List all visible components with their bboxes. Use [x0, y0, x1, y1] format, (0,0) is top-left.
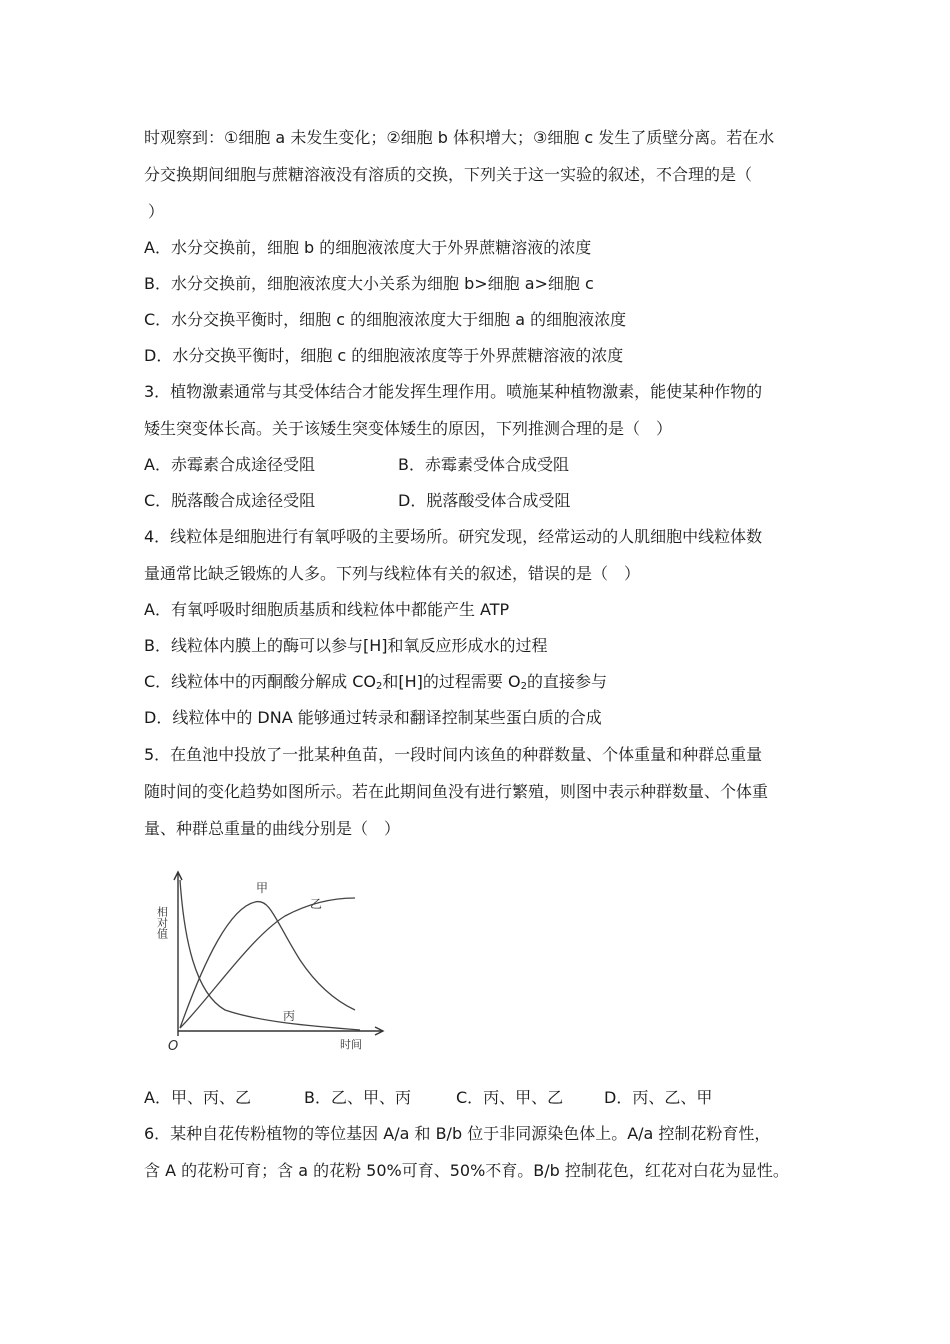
q3-option-c: C．脱落酸合成途径受阻 [144, 491, 316, 510]
q3-stem-line1: 3．植物激素通常与其受体结合才能发挥生理作用。喷施某种植物激素，能使某种作物的 [144, 382, 763, 401]
q3-stem-line2: 矮生突变体长高。关于该矮生突变体矮生的原因，下列推测合理的是（ ） [144, 419, 673, 438]
q5-stem-line3: 量、种群总重量的曲线分别是（ ） [144, 819, 401, 838]
curve-bing-label: 丙 [283, 1009, 296, 1023]
q4-option-c-part3: 的直接参与 [526, 672, 607, 691]
q2-stem-line3: ） [148, 202, 165, 221]
q3-option-a: A．赤霉素合成途径受阻 [144, 455, 315, 474]
x-axis-label: 时间 [340, 1038, 362, 1051]
curve-jia [180, 902, 355, 1028]
y-axis-label: 相对值 [155, 906, 169, 939]
q4-option-c-part1: C．线粒体中的丙酮酸分解成 CO [144, 672, 377, 691]
q2-option-d: D．水分交换平衡时，细胞 c 的细胞液浓度等于外界蔗糖溶液的浓度 [144, 346, 624, 365]
q4-option-c-sub1: 2 [376, 681, 383, 692]
q3-option-d: D．脱落酸受体合成受阻 [398, 491, 571, 510]
q2-option-b: B．水分交换前，细胞液浓度大小关系为细胞 b>细胞 a>细胞 c [144, 274, 594, 293]
q4-stem-line1: 4．线粒体是细胞进行有氧呼吸的主要场所。研究发现，经常运动的人肌细胞中线粒体数 [144, 527, 763, 546]
q5-option-a: A．甲、丙、乙 [144, 1088, 251, 1107]
q3-option-b: B．赤霉素受体合成受阻 [398, 455, 569, 474]
curve-jia-label: 甲 [256, 881, 269, 895]
curve-yi-label: 乙 [310, 897, 323, 911]
q4-option-c [144, 672, 607, 692]
q4-option-c-part2: 和[H]的过程需要 O [382, 672, 521, 691]
q4-stem-line2: 量通常比缺乏锻炼的人多。下列与线粒体有关的叙述，错误的是（ ） [144, 564, 641, 583]
q4-option-c-sub2: 2 [520, 681, 527, 692]
q6-stem-line2: 含 A 的花粉可育；含 a 的花粉 50%可育、50%不育。B/b 控制花色，红花对白花为显性。 [144, 1161, 789, 1180]
q4-option-b: B．线粒体内膜上的酶可以参与[H]和氧反应形成水的过程 [144, 636, 548, 655]
q5-stem-line1: 5．在鱼池中投放了一批某种鱼苗，一段时间内该鱼的种群数量、个体重量和种群总重量 [144, 745, 763, 764]
q4-option-d: D．线粒体中的 DNA 能够通过转录和翻译控制某些蛋白质的合成 [144, 708, 602, 727]
q5-figure [150, 868, 390, 1058]
q4-option-a: A．有氧呼吸时细胞质基质和线粒体中都能产生 ATP [144, 600, 510, 619]
q5-stem-line2: 随时间的变化趋势如图所示。若在此期间鱼没有进行繁殖，则图中表示种群数量、个体重 [144, 782, 769, 801]
q5-option-d: D．丙、乙、甲 [604, 1088, 713, 1107]
q2-stem-line1: 时观察到：①细胞 a 未发生变化；②细胞 b 体积增大；③细胞 c 发生了质壁分离。若在水 [144, 128, 775, 147]
q2-stem-line2: 分交换期间细胞与蔗糖溶液没有溶质的交换，下列关于这一实验的叙述，不合理的是（ [144, 165, 753, 184]
q5-option-c: C．丙、甲、乙 [456, 1088, 564, 1107]
curve-bing [180, 880, 360, 1030]
q2-option-c: C．水分交换平衡时，细胞 c 的细胞液浓度大于细胞 a 的细胞液浓度 [144, 310, 627, 329]
q2-option-a: A．水分交换前，细胞 b 的细胞液浓度大于外界蔗糖溶液的浓度 [144, 238, 592, 257]
q6-stem-line1: 6．某种自花传粉植物的等位基因 A/a 和 B/b 位于非同源染色体上。A/a 控制花粉育性， [144, 1124, 771, 1143]
q5-option-b: B．乙、甲、丙 [304, 1088, 411, 1107]
origin-label: O [168, 1039, 179, 1054]
